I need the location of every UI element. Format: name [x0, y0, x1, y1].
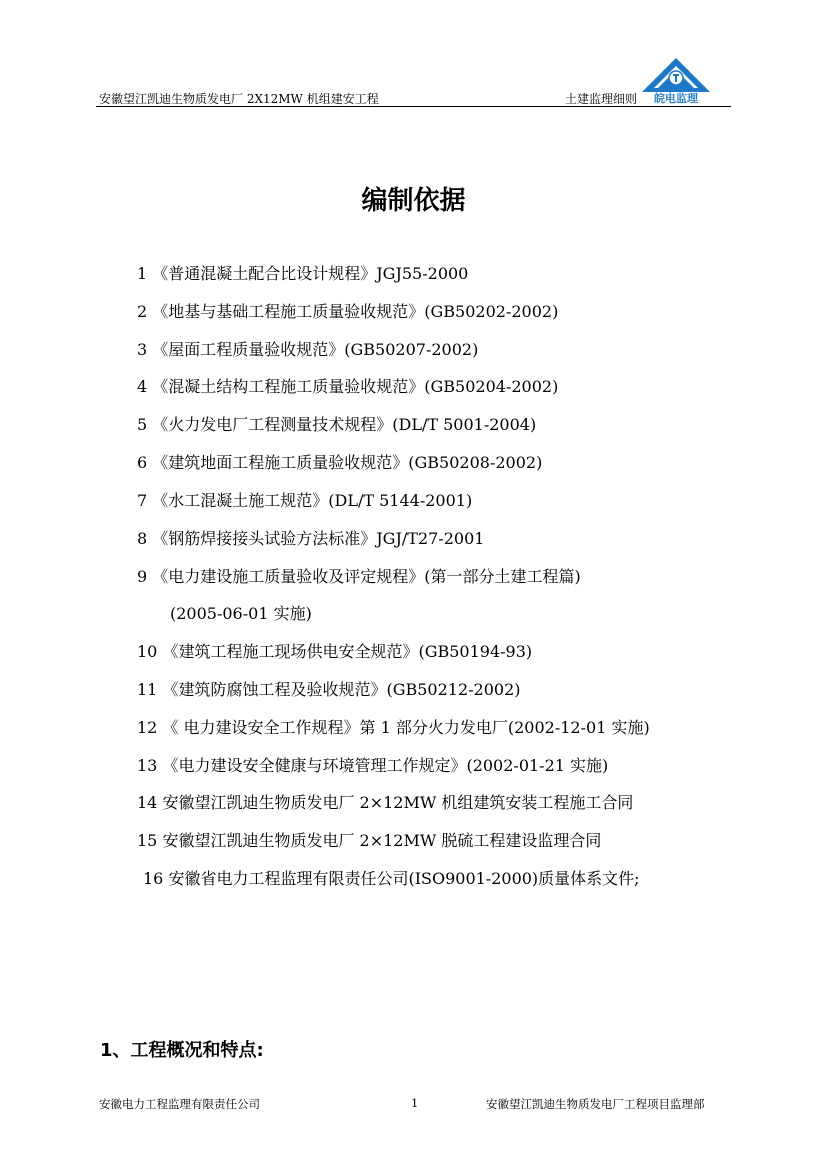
reference-item: 11 《建筑防腐蚀工程及验收规范》(GB50212-2002)	[137, 680, 521, 699]
footer-company: 安徽电力工程监理有限责任公司	[99, 1097, 260, 1111]
reference-item: 2 《地基与基础工程施工质量验收规范》(GB50202-2002)	[137, 302, 559, 321]
header-document-type: 土建监理细则	[565, 92, 638, 106]
reference-item: 9 《电力建设施工质量验收及评定规程》(第一部分土建工程篇)	[137, 567, 581, 586]
reference-item: 4 《混凝土结构工程施工质量验收规范》(GB50204-2002)	[137, 377, 559, 396]
reference-item: 10 《建筑工程施工现场供电安全规范》(GB50194-93)	[137, 642, 533, 661]
reference-item: 6 《建筑地面工程施工质量验收规范》(GB50208-2002)	[137, 453, 543, 472]
footer-department: 安徽望江凯迪生物质发电厂工程项目监理部	[486, 1097, 705, 1111]
reference-item: 1 《普通混凝土配合比设计规程》JGJ55-2000	[137, 264, 469, 283]
reference-item: 12 《 电力建设安全工作规程》第 1 部分火力发电厂(2002-12-01 实施)	[137, 718, 650, 737]
header-project-title: 安徽望江凯迪生物质发电厂 2X12MW 机组建安工程	[99, 92, 379, 106]
page-title: 编制依据	[361, 186, 466, 216]
section-heading: 1、工程概况和特点:	[100, 1040, 264, 1061]
logo-text: 皖电监理	[654, 92, 698, 104]
reference-item: 13 《电力建设安全健康与环境管理工作规定》(2002-01-21 实施)	[137, 756, 609, 775]
page-number: 1	[411, 1096, 419, 1110]
reference-item: 16 安徽省电力工程监理有限责任公司(ISO9001-2000)质量体系文件;	[143, 869, 640, 888]
reference-item-continuation: (2005-06-01 实施)	[170, 604, 312, 623]
reference-item: 8 《钢筋焊接接头试验方法标准》JGJ/T27-2001	[137, 529, 485, 548]
reference-item: 3 《屋面工程质量验收规范》(GB50207-2002)	[137, 340, 479, 359]
reference-item: 14 安徽望江凯迪生物质发电厂 2×12MW 机组建筑安装工程施工合同	[137, 793, 634, 812]
reference-item: 15 安徽望江凯迪生物质发电厂 2×12MW 脱硫工程建设监理合同	[137, 831, 602, 850]
reference-item: 7 《水工混凝土施工规范》(DL/T 5144-2001)	[137, 491, 473, 510]
reference-item: 5 《火力发电厂工程测量技术规程》(DL/T 5001-2004)	[137, 415, 537, 434]
